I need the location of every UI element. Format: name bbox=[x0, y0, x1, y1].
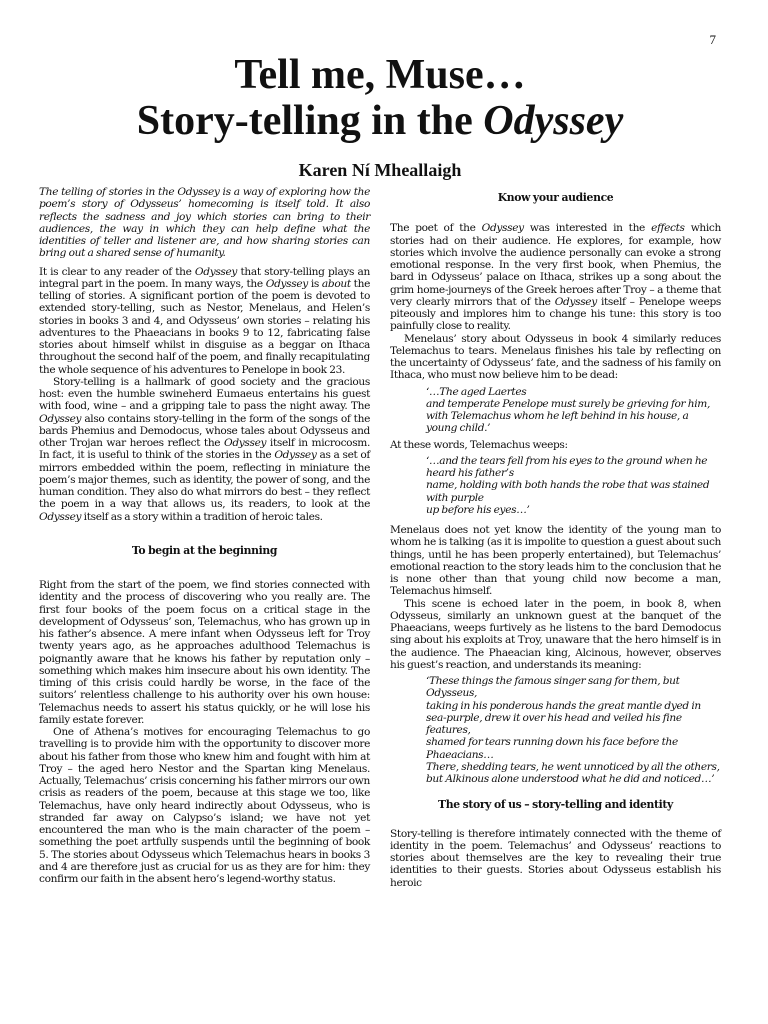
body-paragraph: Menelaus’ story about Odysseus in book 4 similarly reduces Telemachus to tears. Menelaus finishes his tale by reflecting on the uncertainty of Odysseus’ fate, and the sadness of his family on Ithaca, who must now believe him to be dead: bbox=[390, 332, 721, 382]
quote-line: ‘…The aged Laertes bbox=[426, 385, 527, 398]
block-quote bbox=[426, 675, 721, 785]
title-line-2-italic: Odyssey bbox=[483, 98, 624, 144]
right-column bbox=[390, 186, 721, 889]
quote-line: with Telemachus whom he left behind in his house, a young child.’ bbox=[426, 410, 689, 435]
body-paragraph: At these words, Telemachus weeps: bbox=[390, 438, 568, 451]
block-quote bbox=[426, 386, 721, 435]
article-title bbox=[40, 52, 720, 144]
title-line-2-prefix: Story-telling in the bbox=[136, 98, 484, 144]
author-name: Karen Ní Mheallaigh bbox=[298, 160, 462, 180]
quote-line: There, shedding tears, he went unnoticed by all the others, bbox=[426, 760, 720, 773]
body-paragraph: Story-telling is therefore intimately connected with the theme of identity in the poem. Telemachus’ and Odysseus’ reactions to stories about themselves are the key to revealing their true identities to their guests. Stories about Odysseus establish his heroic bbox=[390, 827, 721, 889]
section-heading: To begin at the beginning bbox=[131, 543, 278, 557]
quote-line: but Alkinous alone understood what he did and noticed…’ bbox=[426, 773, 715, 785]
quote-line: name, holding with both hands the robe that was stained with purple bbox=[426, 479, 710, 504]
body-paragraph: Menelaus does not yet know the identity of the young man to whom he is talking (as it is impolite to question a guest about such things, until he has been properly entertained), but Telemachus’ emotional reaction to the story leads him to the conclusion that he is none other than that young child now become a man, Telemachus himself. bbox=[390, 524, 721, 598]
body-paragraph: Story-telling is a hallmark of good society and the gracious host: even the humble swineherd Eumaeus entertains his guest with food, wine – and a gripping tale to pass the night away. The Odyssey also contains story-telling in the form of the songs of the bards Phemius and Demodocus, whose tales about Odysseus and other Trojan war heroes reflect the Odyssey itself in microcosm. In fact, it is useful to think of the stories in the Odyssey as a set of mirrors embedded within the poem, reflecting in miniature the poem’s major themes, such as identity, the power of song, and the human condition. They also do what mirrors do best – they reflect the poem in a way that allows us, its readers, to look at the Odyssey itself as a story within a tradition of heroic tales. bbox=[39, 375, 371, 523]
left-column bbox=[39, 186, 370, 885]
quote-line: ‘These things the famous singer sang for them, but Odysseus, bbox=[426, 675, 680, 700]
quote-line: shamed for tears running down his face before the Phaeacians… bbox=[426, 736, 678, 761]
body-paragraph: The poet of the Odyssey was interested in the effects which stories had on their audience. He explores, for example, how stories which involve the audience personally can evoke a strong emotional response. In the very first book, when Phemius, the bard in Odysseus’ palace on Ithaca, strikes up a song about the grim home-journeys of the Greek heroes after Troy – a theme that very clearly mirrors that of the Odyssey itself – Penelope weeps piteously and implores him to change his tune: this story is too painfully close to reality. bbox=[390, 222, 721, 333]
intro-paragraph: The telling of stories in the Odyssey is a way of exploring how the poem’s story of Odysseus’ homecoming is itself told. It also reflects the sadness and joy which stories can bring to their audiences, the way in which they can help define what the identities of teller and listener are, and how sharing stories can bring out a shared sense of humanity. bbox=[39, 186, 370, 260]
page-number: 7 bbox=[709, 32, 716, 47]
title-line-1: Tell me, Muse… bbox=[234, 52, 526, 98]
block-quote bbox=[426, 455, 721, 516]
body-paragraph: One of Athena’s motives for encouraging Telemachus to go travelling is to provide him with the opportunity to discover more about his father from those who knew him and fought with him at Troy – the aged hero Nestor and the Spartan king Menelaus. Actually, Telemachus’ crisis concerning his father mirrors our own crisis as readers of the poem, because at this stage we too, like Telemachus, have only heard indirectly about Odysseus, who is stranded far away on Calypso’s island; we have not yet encountered the man who is the main character of the poem – something the poet artfully suspends until the beginning of book 5. The stories about Odysseus which Telemachus hears in books 3 and 4 are therefore just as crucial for us as they are for him: they confirm our faith in the absent hero’s legend-worthy status. bbox=[39, 726, 370, 885]
body-paragraph: This scene is echoed later in the poem, in book 8, when Odysseus, similarly an unknown guest at the banquet of the Phaeacians, weeps furtively as he listens to the bard Demodocus sing about his exploits at Troy, unaware that the hero himself is in the audience. The Phaeacian king, Alcinous, however, observes his guest’s reaction, and understands its meaning: bbox=[390, 597, 721, 671]
quote-line: up before his eyes…’ bbox=[426, 503, 530, 516]
body-paragraph: It is clear to any reader of the Odyssey that story-telling plays an integral part in the poem. In many ways, the Odyssey is about the telling of stories. A significant portion of the poem is devoted to extended story-telling, such as Nestor, Menelaus, and Helen’s stories in books 3 and 4, and Odysseus’ own stories – relating his adventures to the Phaeacians in books 9 to 12, fabricating false stories about himself whilst in disguise as a beggar on Ithaca throughout the second half of the poem, and finally recapitulating the whole sequence of his adventures to Penelope in book 23. bbox=[39, 265, 370, 376]
quote-line: ‘…and the tears fell from his eyes to the ground when he heard his father’s bbox=[426, 454, 708, 479]
section-heading: The story of us – story-telling and identity bbox=[438, 798, 673, 812]
body-paragraph: Right from the start of the poem, we find stories connected with identity and the process of discovering who you really are. The first four books of the poem focus on a critical stage in the development of Odysseus’ son, Telemachus, who has grown up in his father’s absence. A mere infant when Odysseus left for Troy twenty years ago, as he approaches adulthood Telemachus is poignantly aware that he knows his father by reputation only – something which makes him insecure about his own identity. The timing of this crisis could hardly be worse, in the face of the suitors’ relentless challenge to his authority over his own house: Telemachus needs to assert his status quickly, or he will lose his family estate forever. bbox=[39, 579, 370, 726]
quote-line: and temperate Penelope must surely be grieving for him, bbox=[426, 397, 711, 410]
section-heading: Know your audience bbox=[497, 191, 614, 204]
quote-line: taking in his ponderous hands the great mantle dyed in sea-purple, drew it over his head and veiled his fine features, bbox=[426, 699, 701, 736]
